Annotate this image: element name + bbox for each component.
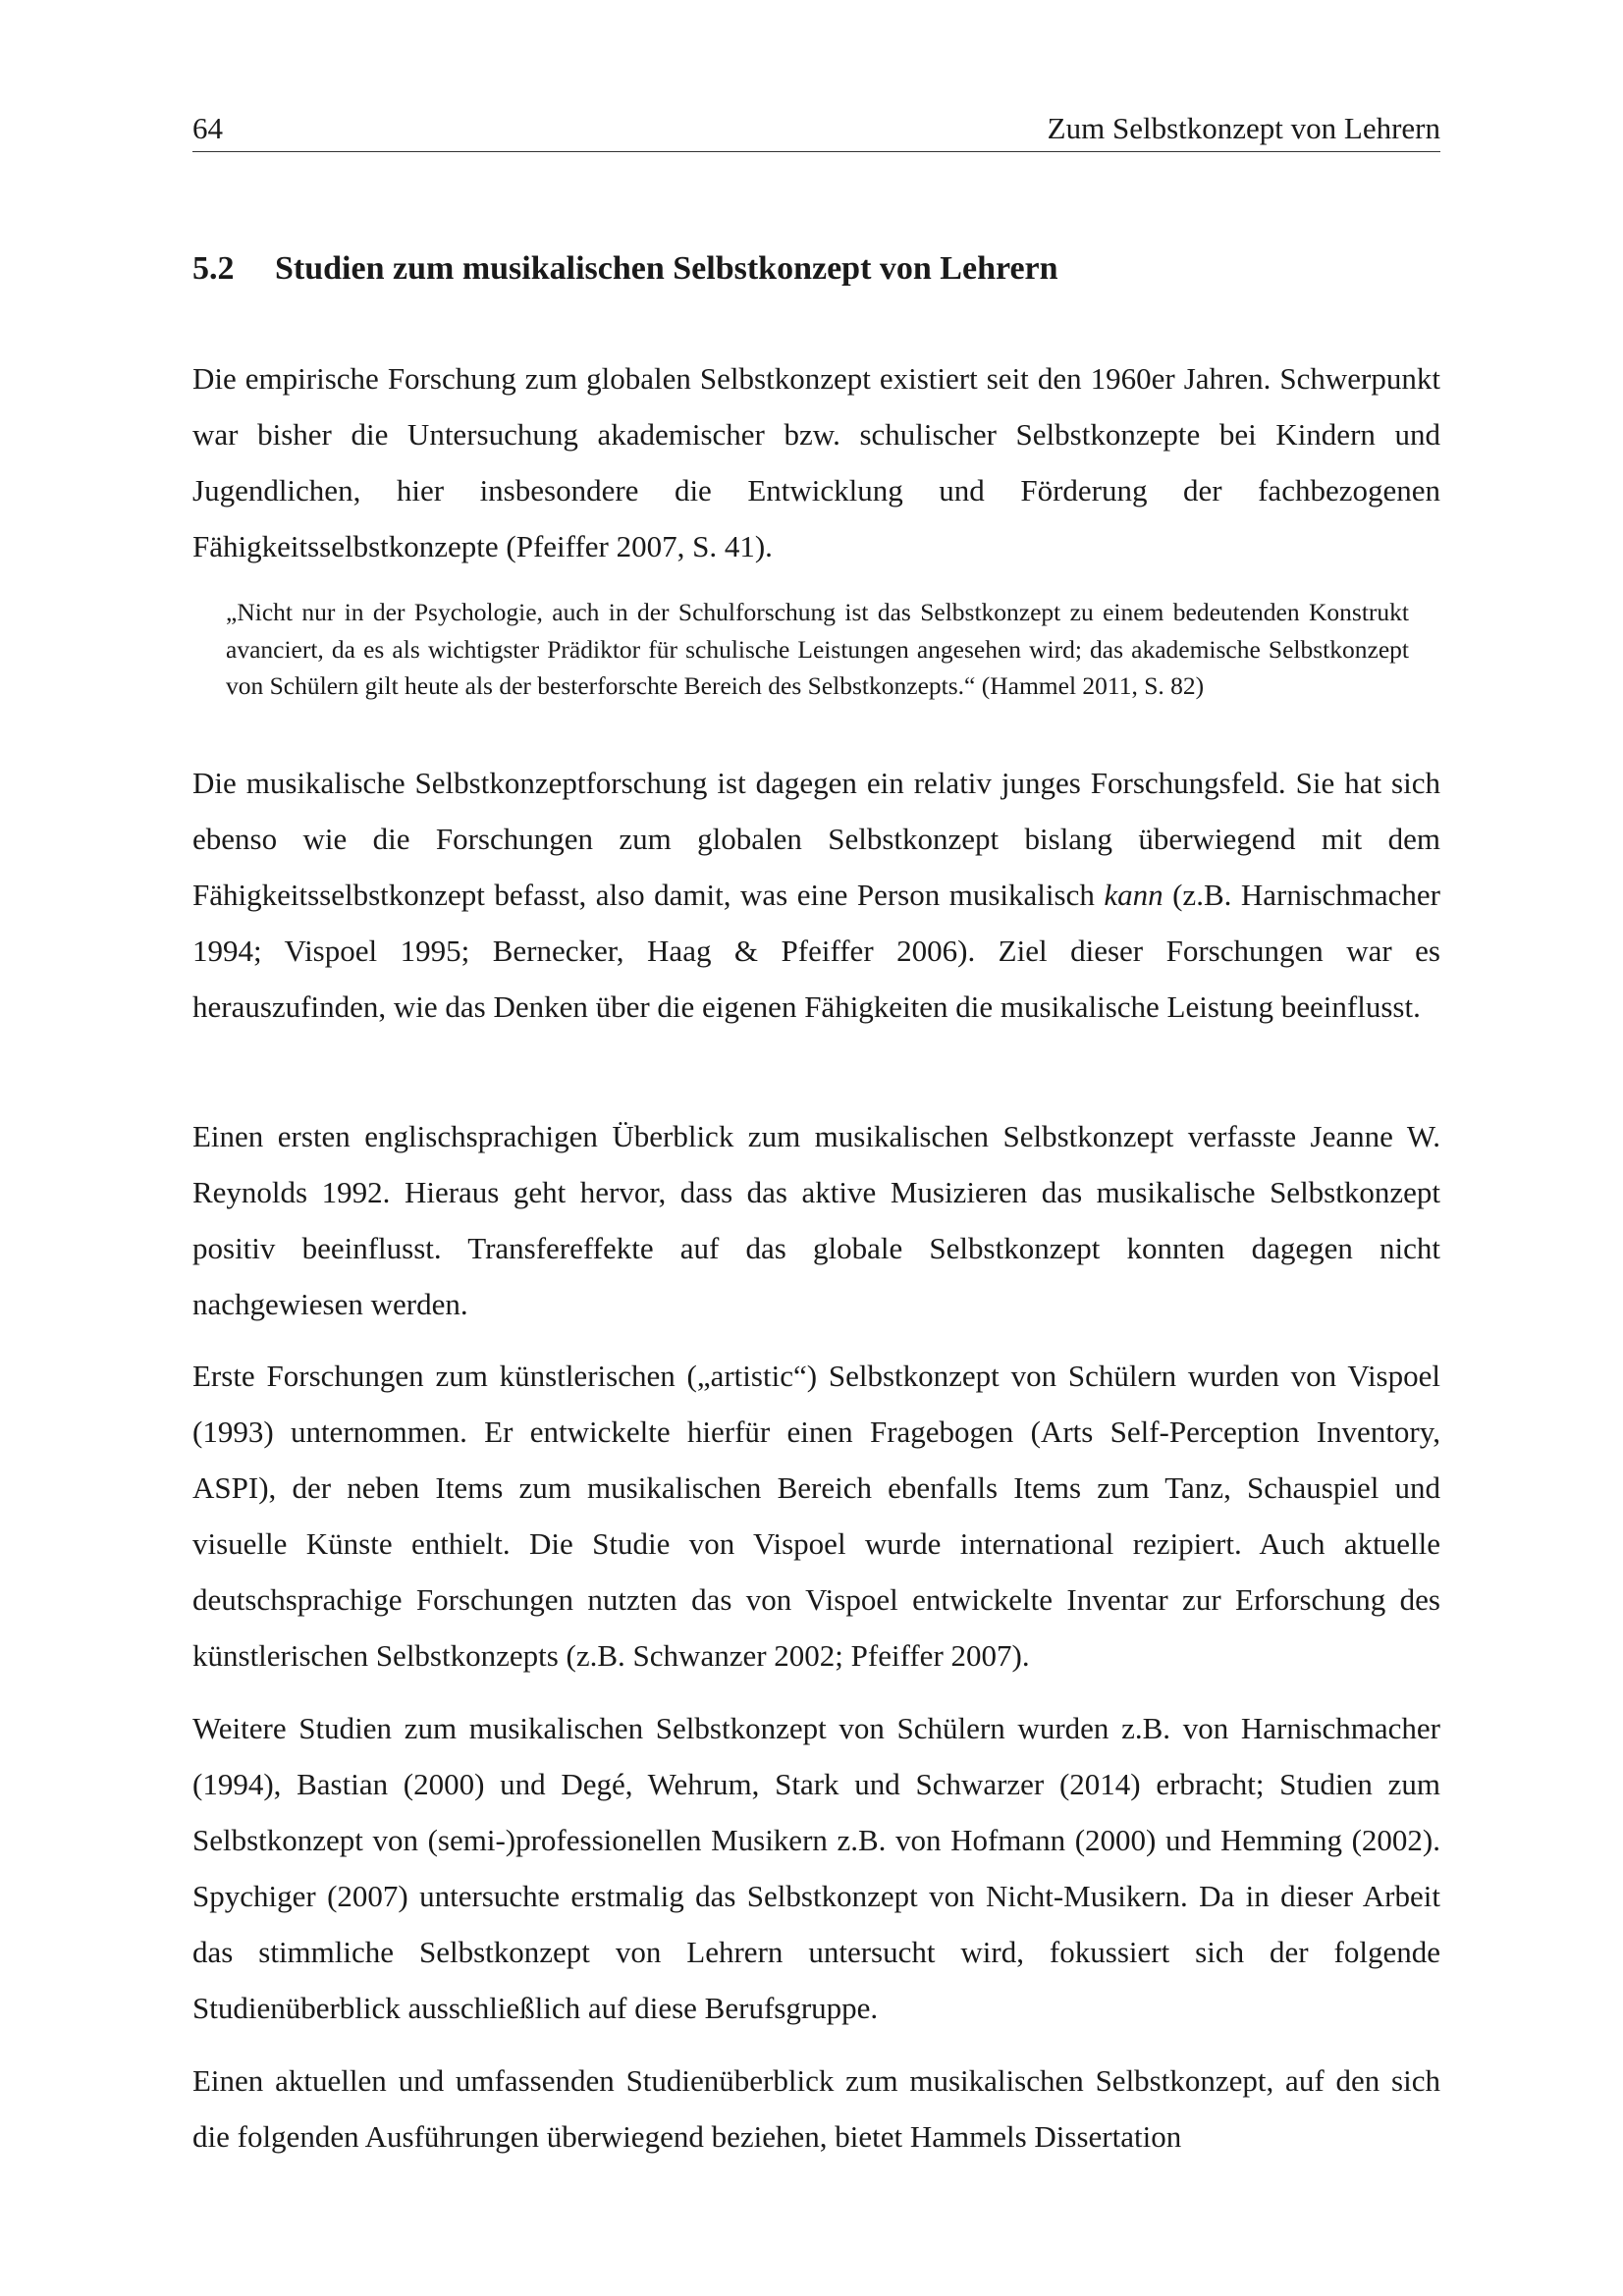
section-title: Studien zum musikalischen Selbstkonzept von Lehrern <box>275 250 1058 287</box>
section-number: 5.2 <box>192 250 235 287</box>
block-quote: „Nicht nur in der Psychologie, auch in der Schulforschung ist das Selbstkonzept zu einem bedeutenden Konstrukt avanciert, da es als wichtigster Prädiktor für schulische Leistungen angesehen wird; das akademische Selbstkonzept von Schülern gilt heute als der besterforschte Bereich des Selbstkonzepts.“ (Hammel 2011, S. 82) <box>226 598 1409 700</box>
section-heading <box>192 245 1440 293</box>
paragraph-2 <box>192 755 1440 1035</box>
paragraph-2-emphasis: kann <box>1104 878 1163 912</box>
running-title: Zum Selbstkonzept von Lehrern <box>1047 111 1440 145</box>
paragraph-1: Die empirische Forschung zum globalen Selbstkonzept existiert seit den 1960er Jahren. Schwerpunkt war bisher die Untersuchung akademischer bzw. schulischer Selbstkonzepte bei Kindern und Jugendlichen, hier insbesondere die Entwicklung und Förderung der fachbezogenen Fähigkeitsselbstkonzepte (Pfeiffer 2007, S. 41). <box>192 361 1440 563</box>
paragraph-4: Erste Forschungen zum künstlerischen („artistic“) Selbstkonzept von Schülern wurden von Vispoel (1993) unternommen. Er entwickelte hierfür einen Fragebogen (Arts Self-Perception Inventory, ASPI), der neben Items zum musikalischen Bereich ebenfalls Items zum Tanz, Schauspiel und visuelle Künste enthielt. Die Studie von Vispoel wurde international rezipiert. Auch aktuelle deutschsprachige Forschungen nutzten das von Vispoel entwickelte Inventar zur Erforschung des künstlerischen Selbstkonzepts (z.B. Schwanzer 2002; Pfeiffer 2007). <box>192 1359 1440 1673</box>
paragraph-6: Einen aktuellen und umfassenden Studienüberblick zum musikalischen Selbstkonzept, auf den sich die folgenden Ausführungen überwiegend beziehen, bietet Hammels Dissertation <box>192 2063 1440 2154</box>
page-header <box>192 106 1440 152</box>
paragraph-5: Weitere Studien zum musikalischen Selbstkonzept von Schülern wurden z.B. von Harnischmacher (1994), Bastian (2000) und Degé, Wehrum, Stark und Schwarzer (2014) erbracht; Studien zum Selbstkonzept von (semi-)professionellen Musikern z.B. von Hofmann (2000) und Hemming (2002). Spychiger (2007) untersuchte erstmalig das Selbstkonzept von Nicht-Musikern. Da in dieser Arbeit das stimmliche Selbstkonzept von Lehrern untersucht wird, fokussiert sich der folgende Studienüberblick ausschließlich auf diese Berufsgruppe. <box>192 1711 1440 2025</box>
paragraph-2-text-b: (z.B. Harnischmacher 1994; Vispoel 1995; Bernecker, Haag & Pfeiffer 2006). Ziel dieser Forschungen war es herauszufinden, wie das Denken über die eigenen Fähigkeiten die musikalische Leistung beeinflusst. <box>192 878 1440 1024</box>
paragraph-3: Einen ersten englischsprachigen Überblick zum musikalischen Selbstkonzept verfasste Jeanne W. Reynolds 1992. Hieraus geht hervor, dass das aktive Musizieren das musikalische Selbstkonzept positiv beeinflusst. Transfereffekte auf das globale Selbstkonzept konnten dagegen nicht nachgewiesen werden. <box>192 1119 1440 1321</box>
paragraph-2-text-a: Die musikalische Selbstkonzeptforschung ist dagegen ein relativ junges Forschungsfeld. Sie hat sich ebenso wie die Forschungen zum globalen Selbstkonzept bislang überwiegend mit dem Fähigkeitsselbstkonzept befasst, also damit, was eine Person musikalisch <box>192 766 1440 912</box>
page-number: 64 <box>192 111 223 145</box>
